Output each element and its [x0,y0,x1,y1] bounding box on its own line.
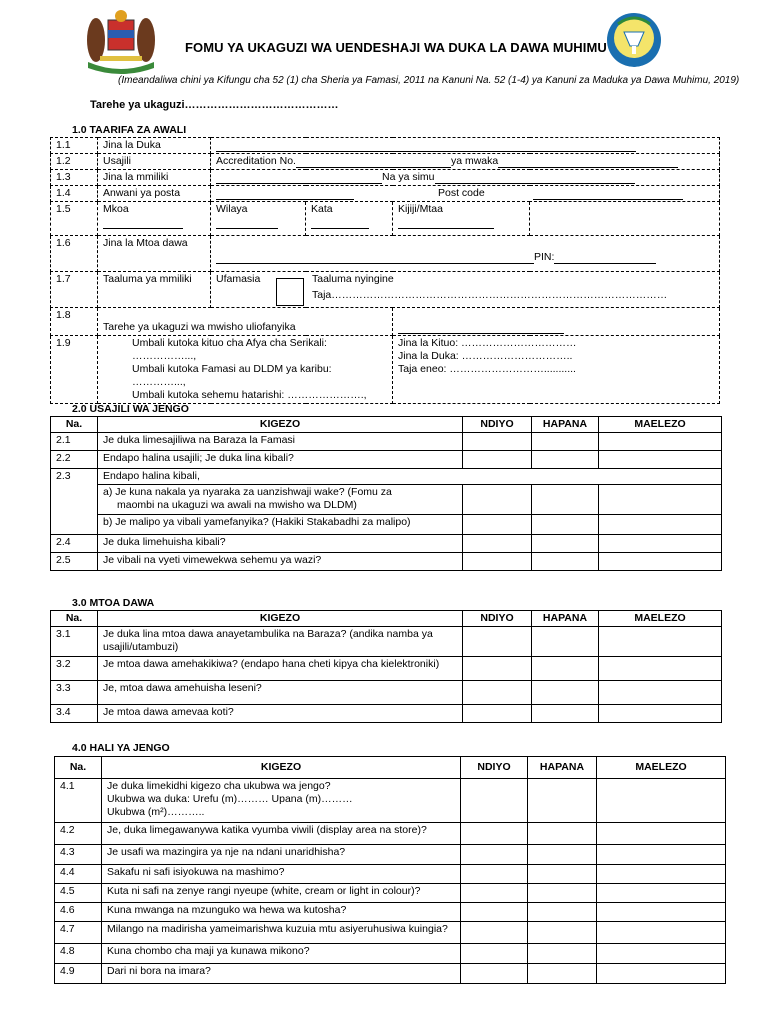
remarks-cell[interactable] [597,964,726,984]
owner-name-field[interactable] [211,170,720,186]
table-row [55,964,726,984]
row-1-2-label: Usajili [98,154,211,170]
nearby-shop-name: Jina la Duka: ………………………….. [398,350,573,362]
tanzania-coat-of-arms-logo [80,6,162,74]
yes-cell[interactable] [461,865,528,884]
row-number: 4.2 [55,823,102,845]
row-1-6-label: Jina la Mtoa dawa [98,236,211,272]
section-4-heading: 4.0 HALI YA JENGO [72,742,170,754]
table-row [51,681,722,705]
hazard-area-name: Taja eneo: ………………………........... [398,363,576,375]
row-number: 4.6 [55,903,102,922]
row-1-8-label: Tarehe ya ukaguzi wa mwisho uliofanyika [103,321,296,333]
yes-cell[interactable] [461,823,528,845]
row-criteria: Je, duka limegawanywa katika vyumba viwili (display area na store)? [102,823,461,845]
row-1-4-number: 1.4 [51,186,98,202]
row-criteria: b) Je malipo ya vibali yamefanyika? (Hakiki Stakabadhi za malipo) [98,515,463,535]
yes-cell[interactable] [461,779,528,823]
yes-cell[interactable] [463,553,532,571]
shop-name-field[interactable] [211,138,720,154]
row-criteria: Je duka limesajiliwa na Baraza la Famasi [98,433,463,451]
remarks-cell[interactable] [599,553,722,571]
row-number: 2.2 [51,451,98,469]
dispenser-name-field[interactable] [211,236,720,272]
table-row [55,779,726,823]
section-2-table [50,416,722,571]
remarks-cell[interactable] [597,865,726,884]
pharmacy-checkbox[interactable] [276,278,304,306]
yes-cell[interactable] [463,681,532,705]
no-cell[interactable] [532,535,599,553]
col-no: Na. [51,611,98,627]
section-2-heading: 2.0 USAJILI WA JENGO [72,403,189,415]
remarks-cell[interactable] [599,451,722,469]
row-criteria: Kuna chombo cha maji ya kunawa mikono? [102,944,461,964]
yes-cell[interactable] [461,903,528,922]
table-row [55,922,726,944]
row-1-2-number: 1.2 [51,154,98,170]
row-criteria: Kuna mwanga na mzunguko wa hewa wa kutosha? [102,903,461,922]
row-1-3-number: 1.3 [51,170,98,186]
row-number: 4.7 [55,922,102,944]
remarks-cell[interactable] [597,922,726,944]
row-number: 3.4 [51,705,98,723]
specify-profession-field[interactable]: Taja…………………………………………………………………………………… [312,289,668,301]
accreditation-label: Accreditation No. [216,155,296,167]
row-criteria [98,627,463,657]
row-criteria-line1: a) Je kuna nakala ya nyaraka za uanzishwaji wake? (Fomu za [103,486,392,498]
last-inspection-date-field[interactable] [393,308,720,336]
year-label: ya mwaka [450,155,499,167]
col-yes: NDIYO [461,757,528,779]
table-row [51,553,722,571]
row-criteria: Dari ni bora na imara? [102,964,461,984]
remarks-cell[interactable] [597,779,726,823]
distance-fields[interactable] [98,336,393,404]
table-row [55,903,726,922]
row-criteria-line2: maombi na ukaguzi wa awali na mwisho wa DLDM) [117,499,357,511]
row-1-7-number: 1.7 [51,272,98,308]
row-criteria-line3: Ukubwa (m²)……….. [107,806,205,818]
table-row [51,515,722,535]
row-1-9-number: 1.9 [51,336,98,404]
yes-cell[interactable] [463,627,532,657]
pharmacy-option-label: Ufamasia [216,273,261,285]
row-criteria: Endapo halina kibali, [98,469,722,485]
row-criteria: Je mtoa dawa amehakikiwa? (endapo hana cheti kipya cha kielektroniki) [98,657,463,681]
health-centre-name: Jina la Kituo: …………………………… [398,337,577,349]
ward-label: Kata [311,203,333,215]
section-1-heading: 1.0 TAARIFA ZA AWALI [72,124,187,136]
distance-names[interactable] [393,336,720,404]
section-1-table [50,137,720,404]
table-row [51,469,722,485]
pin-label: PIN: [534,251,555,263]
col-yes: NDIYO [463,417,532,433]
post-code-label: Post code [438,187,485,199]
row-number: 4.8 [55,944,102,964]
no-cell[interactable] [528,944,597,964]
yes-cell[interactable] [461,922,528,944]
village-field[interactable] [393,202,530,236]
table-row [51,485,722,515]
table-row [55,884,726,903]
col-remarks: MAELEZO [599,417,722,433]
row-number: 4.9 [55,964,102,984]
col-criteria: KIGEZO [98,417,463,433]
row-criteria [98,485,463,515]
row-number: 4.3 [55,845,102,865]
row-criteria: Je usafi wa mazingira ya nje na ndani unaridhisha? [102,845,461,865]
remarks-cell[interactable] [599,627,722,657]
row-criteria: Endapo halina usajili; Je duka lina kibali? [98,451,463,469]
col-criteria: KIGEZO [102,757,461,779]
row-1-7-label: Taaluma ya mmiliki [98,272,211,308]
row-criteria: Je, mtoa dawa amehuisha leseni? [98,681,463,705]
remarks-cell[interactable] [597,845,726,865]
row-1-5-number: 1.5 [51,202,98,236]
yes-cell[interactable] [461,845,528,865]
row-number: 2.4 [51,535,98,553]
row-number: 3.1 [51,627,98,657]
no-cell[interactable] [528,903,597,922]
row-number: 2.3 [51,469,98,535]
district-field[interactable] [211,202,306,236]
table-row [51,433,722,451]
row-number: 4.5 [55,884,102,903]
row-1-8-number: 1.8 [51,308,98,336]
form-subtitle: (Imeandaliwa chini ya Kifungu cha 52 (1) cha Sheria ya Famasi, 2011 na Kanuni Na. 52 (1-4) ya Kanuni za Maduka ya Dawa Muhimu, 2019) [118,75,740,86]
table-row [51,705,722,723]
yes-cell[interactable] [461,944,528,964]
remarks-cell[interactable] [599,681,722,705]
remarks-cell[interactable] [599,657,722,681]
region-label: Mkoa [103,203,129,215]
remarks-cell[interactable] [597,944,726,964]
no-cell[interactable] [532,553,599,571]
remarks-cell[interactable] [597,823,726,845]
remarks-cell[interactable] [599,535,722,553]
no-cell[interactable] [528,865,597,884]
table-row [51,627,722,657]
row-number: 3.3 [51,681,98,705]
remarks-cell[interactable] [599,485,722,515]
row-criteria-line2: Ukubwa wa duka: Urefu (m)……… Upana (m)……… [107,793,353,805]
table-row [55,823,726,845]
table-row [51,535,722,553]
no-cell[interactable] [532,485,599,515]
no-cell[interactable] [528,779,597,823]
col-no: Na. [55,757,102,779]
no-cell[interactable] [528,964,597,984]
row-criteria: Sakafu ni safi isiyokuwa na mashimo? [102,865,461,884]
row-criteria-line2: usajili/utambuzi) [103,641,179,653]
row-criteria [102,779,461,823]
col-no: Na. [51,417,98,433]
row-criteria-line1: Je duka lina mtoa dawa anayetambulika na Baraza? (andika namba ya [103,628,433,640]
row-number: 2.1 [51,433,98,451]
col-yes: NDIYO [463,611,532,627]
yes-cell[interactable] [461,884,528,903]
yes-cell[interactable] [463,705,532,723]
no-cell[interactable] [528,823,597,845]
no-cell[interactable] [528,884,597,903]
row-1-6-number: 1.6 [51,236,98,272]
row-number: 3.2 [51,657,98,681]
row-1-1-label: Jina la Duka [98,138,211,154]
row-number: 4.1 [55,779,102,823]
col-no-answer: HAPANA [532,417,599,433]
no-cell[interactable] [532,451,599,469]
table-row [51,657,722,681]
distance-pharmacy: Umbali kutoka Famasi au DLDM ya karibu: …………..., [132,363,332,388]
remarks-cell[interactable] [599,433,722,451]
yes-cell[interactable] [463,485,532,515]
row-1-8-label-cell [98,308,393,336]
no-cell[interactable] [528,922,597,944]
col-no-answer: HAPANA [532,611,599,627]
village-label: Kijiji/Mtaa [398,203,443,215]
row-criteria: Kuta ni safi na zenye rangi nyeupe (white, cream or light in colour)? [102,884,461,903]
remarks-cell[interactable] [599,705,722,723]
yes-cell[interactable] [463,535,532,553]
section-3-table [50,610,722,723]
form-title: FOMU YA UKAGUZI WA UENDESHAJI WA DUKA LA DAWA MUHIMU [185,40,607,55]
col-criteria: KIGEZO [98,611,463,627]
col-remarks: MAELEZO [599,611,722,627]
row-number: 2.5 [51,553,98,571]
row-criteria: Je vibali na vyeti vimewekwa sehemu ya wazi? [98,553,463,571]
col-remarks: MAELEZO [597,757,726,779]
other-profession-label: Taaluma nyingine [312,273,394,285]
no-cell[interactable] [532,515,599,535]
col-no-answer: HAPANA [528,757,597,779]
yes-cell[interactable] [463,515,532,535]
no-cell[interactable] [532,627,599,657]
inspection-date-field[interactable]: Tarehe ya ukaguzi…………………………………… [90,99,339,111]
accreditation-field[interactable] [211,154,720,170]
table-row [55,845,726,865]
yes-cell[interactable] [463,433,532,451]
row-criteria: Je duka limehuisha kibali? [98,535,463,553]
row-criteria-line1: Je duka limekidhi kigezo cha ukubwa wa jengo? [107,780,331,792]
no-cell[interactable] [532,681,599,705]
table-row [55,944,726,964]
row-1-3-label: Jina la mmiliki [98,170,211,186]
row-criteria: Milango na madirisha yameimarishwa kuzuia mtu asiyeruhusiwa kuingia? [102,922,461,944]
region-field[interactable] [98,202,211,236]
district-label: Wilaya [216,203,248,215]
no-cell[interactable] [532,433,599,451]
yes-cell[interactable] [461,964,528,984]
postal-address-field[interactable] [211,186,720,202]
row-number: 4.4 [55,865,102,884]
no-cell[interactable] [528,845,597,865]
row-1-5-empty [530,202,720,236]
no-cell[interactable] [532,657,599,681]
section-4-table [54,756,726,984]
remarks-cell[interactable] [597,903,726,922]
section-3-heading: 3.0 MTOA DAWA [72,597,155,609]
remarks-cell[interactable] [599,515,722,535]
no-cell[interactable] [532,705,599,723]
distance-hazard: Umbali kutoka sehemu hatarishi: …………………., [132,389,367,401]
row-1-1-number: 1.1 [51,138,98,154]
distance-health-centre: Umbali kutoka kituo cha Afya cha Serikali: ……………..., [132,337,327,362]
row-criteria: Je mtoa dawa amevaa koti? [98,705,463,723]
pharmacy-council-logo [604,4,664,76]
yes-cell[interactable] [463,451,532,469]
row-1-4-label: Anwani ya posta [98,186,211,202]
yes-cell[interactable] [463,657,532,681]
ward-field[interactable] [306,202,393,236]
table-row [55,865,726,884]
table-row [51,451,722,469]
profession-field [211,272,720,308]
remarks-cell[interactable] [597,884,726,903]
phone-label: Na ya simu [382,171,435,183]
